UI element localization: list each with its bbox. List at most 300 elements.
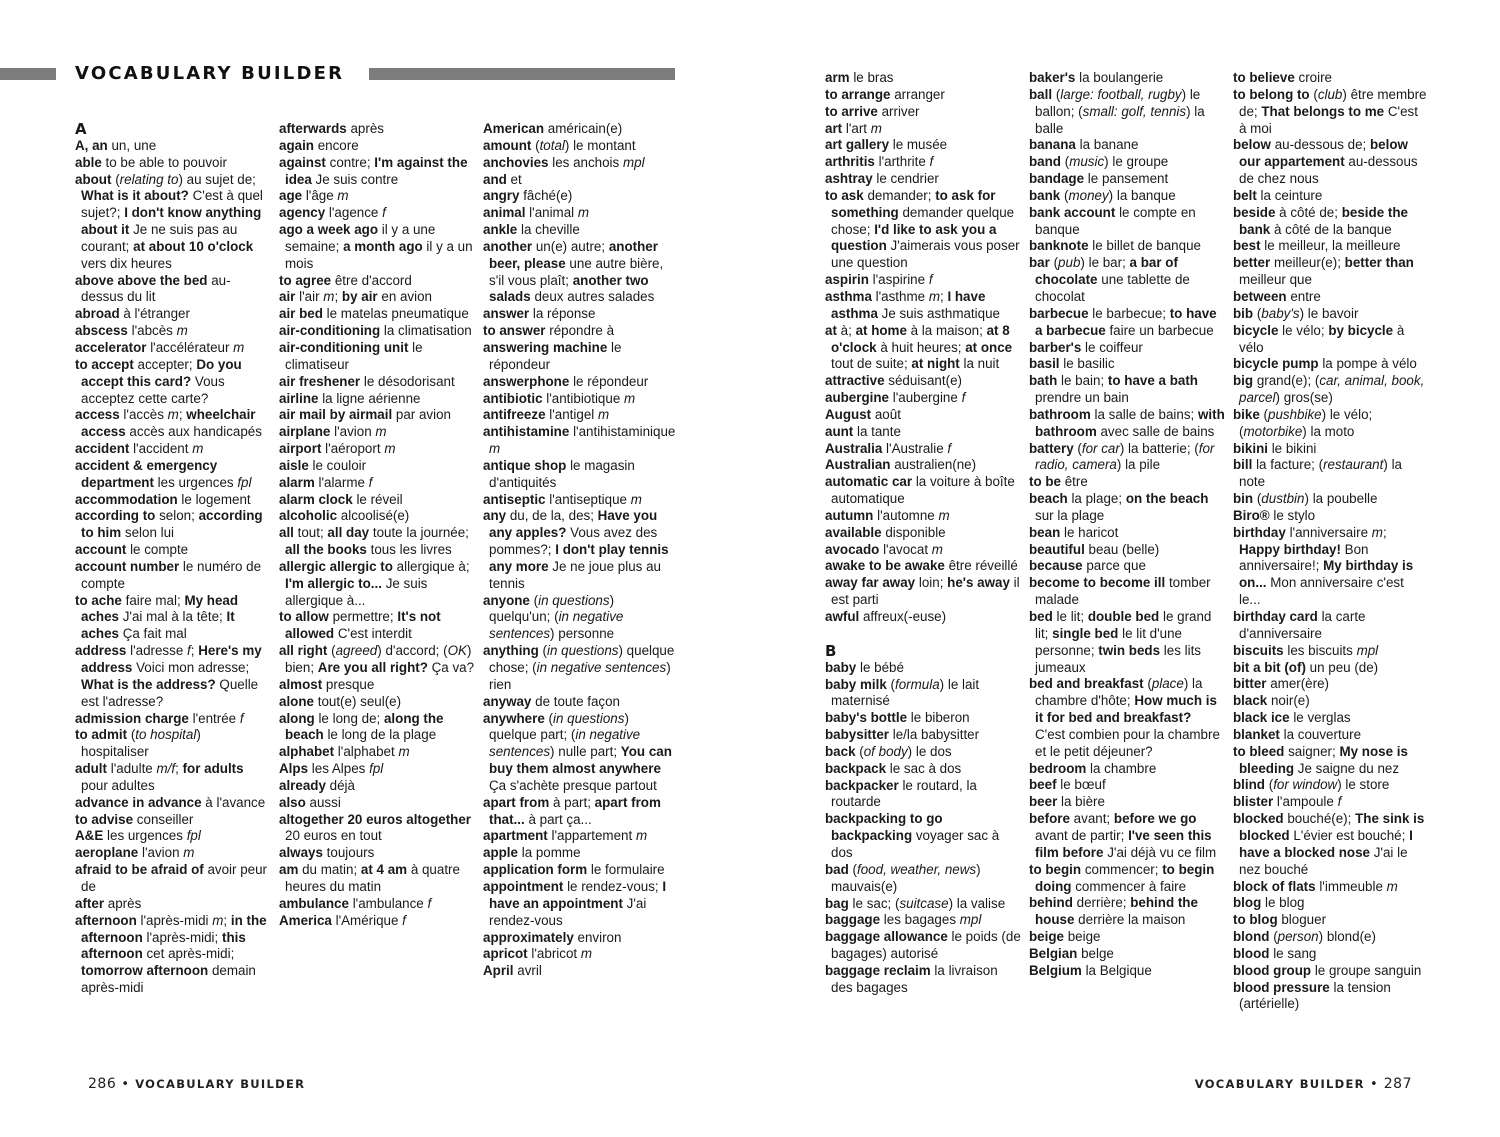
entry-headword: to answer	[483, 323, 546, 339]
entry-headword: bandage	[1029, 171, 1085, 187]
entry-translation: le bar;	[1088, 255, 1126, 271]
entry-translation: tous les livres	[370, 542, 452, 558]
entry-headword: I'd like to ask you a question	[831, 221, 997, 254]
entry-translation: bien;	[285, 660, 315, 675]
dictionary-entry	[279, 896, 475, 913]
entry-translation: conseiller	[136, 811, 194, 827]
entry-headword: arm	[825, 70, 850, 85]
entry-grammar: in questions	[538, 592, 610, 608]
entry-grammar: m	[384, 441, 396, 457]
entry-headword: airline	[279, 390, 319, 406]
entry-headword: another	[483, 238, 533, 254]
dictionary-entry	[1233, 238, 1429, 255]
entry-translation: affreux(-euse)	[862, 609, 947, 624]
entry-headword: accelerator	[75, 339, 147, 355]
entry-translation: l'adresse	[130, 643, 184, 659]
dictionary-entry	[825, 744, 1021, 761]
dictionary-entry	[1029, 407, 1225, 441]
entry-grammar: pub	[1058, 255, 1081, 271]
entry-headword: aunt	[825, 423, 854, 439]
entry-translation: le compte	[130, 542, 189, 558]
entry-grammar: OK	[447, 643, 467, 659]
entry-grammar: m	[167, 407, 179, 423]
entry-headword: apartment	[483, 828, 548, 844]
entry-translation: quelque chose; (	[489, 643, 675, 675]
entry-headword: anyone	[483, 592, 530, 608]
dictionary-entry	[483, 711, 679, 795]
entry-translation: C'est combien pour la chambre et le petit déjeuner?	[1035, 726, 1220, 759]
dictionary-entry	[1029, 895, 1225, 929]
entry-headword: aspirin	[825, 272, 869, 288]
entry-translation: le ballon; (	[1035, 86, 1201, 119]
entry-headword: Alps	[279, 761, 309, 777]
entry-headword: baggage	[825, 912, 881, 928]
dictionary-entry	[1233, 491, 1429, 508]
entry-headword: to belong to	[1233, 86, 1310, 102]
entry-translation: demander quelque chose;	[831, 204, 1015, 237]
entry-headword: to become ill	[1083, 575, 1166, 591]
entry-translation: voyager sac à dos	[831, 828, 1000, 860]
dictionary-entry	[1029, 154, 1225, 171]
entry-headword: to be awake	[868, 558, 945, 574]
entry-headword: to believe	[1233, 70, 1295, 85]
entry-headword: banana	[1029, 137, 1076, 153]
entry-headword: to have a bath	[1107, 373, 1198, 389]
dictionary-entry	[483, 795, 679, 829]
entry-headword: birthday	[1233, 524, 1286, 540]
entry-translation: l'immeuble	[1319, 878, 1383, 894]
entry-translation: )	[1318, 929, 1324, 945]
entry-headword: bike	[1233, 406, 1260, 422]
entry-headword: behind	[1029, 895, 1073, 911]
entry-grammar: m	[928, 288, 940, 304]
entry-headword: below our appartement	[1239, 137, 1408, 170]
entry-headword: bedroom	[1029, 760, 1087, 776]
entry-translation: )	[1342, 86, 1347, 102]
entry-translation: ;	[175, 761, 179, 777]
entry-grammar: m	[597, 407, 610, 423]
dictionary-entry	[1029, 929, 1225, 946]
entry-headword: A&E	[75, 828, 104, 844]
entry-translation: meilleur(e);	[1273, 255, 1341, 271]
entry-headword: behind the house	[1035, 895, 1198, 928]
dictionary-entry	[279, 761, 475, 778]
entry-headword: at	[825, 322, 837, 338]
entry-translation: l'accident	[133, 441, 189, 457]
entry-translation: Ça s'achète presque partout	[489, 777, 657, 793]
dictionary-entry	[1233, 660, 1429, 677]
dictionary-entry	[279, 323, 475, 340]
entry-headword: accident & emergency department	[75, 457, 218, 490]
entry-headword: to arrive	[825, 103, 878, 119]
entry-translation: il y a une semaine;	[285, 222, 436, 254]
dictionary-entry	[483, 845, 679, 862]
entry-headword: anywhere	[483, 710, 545, 726]
entry-translation: )	[550, 744, 555, 760]
dictionary-entry	[483, 222, 679, 239]
entry-headword: for adults	[182, 761, 244, 777]
entry-grammar: m	[624, 390, 636, 406]
entry-translation: une autre bière, s'il vous plaît;	[489, 255, 664, 288]
entry-translation: l'animal	[529, 205, 575, 221]
entry-headword: 20 euros altogether	[347, 811, 471, 827]
dictionary-entry	[75, 862, 271, 896]
dictionary-entry	[279, 778, 475, 795]
entry-grammar: m	[630, 491, 642, 507]
entry-headword: because	[1029, 558, 1083, 574]
dictionary-entry	[279, 222, 475, 273]
dictionary-entry	[1029, 441, 1225, 475]
dictionary-entry	[279, 407, 475, 424]
entry-headword: I'm allergic to...	[285, 575, 382, 591]
dictionary-entry	[75, 812, 271, 829]
entry-headword: allergic to	[329, 558, 393, 574]
entry-grammar: for window	[1273, 777, 1338, 793]
entry-translation: le vélo; (	[1239, 406, 1373, 439]
entry-translation: (	[1055, 86, 1061, 102]
entry-translation: beau (belle)	[1088, 541, 1160, 557]
entry-translation: toujours	[326, 845, 375, 861]
dictionary-entry	[825, 896, 1021, 913]
entry-headword: to bleed	[1233, 743, 1285, 759]
entry-headword: backpack	[825, 760, 887, 776]
entry-headword: at night	[911, 356, 960, 372]
entry-translation: à;	[840, 322, 852, 338]
dictionary-entry	[483, 188, 679, 205]
dictionary-entry	[279, 391, 475, 408]
entry-translation: (	[1263, 406, 1268, 422]
entry-translation: 20 euros en tout	[285, 828, 382, 844]
entry-translation: accès aux handicapés	[129, 424, 262, 440]
dictionary-entry	[279, 273, 475, 290]
entry-translation: )	[939, 676, 945, 692]
dictionary-entry	[1029, 525, 1225, 542]
dictionary-entry	[75, 441, 271, 458]
dictionary-entry	[825, 525, 1021, 542]
entry-translation: le stylo	[1273, 507, 1316, 523]
page-number-right: 287	[1383, 1076, 1412, 1092]
entry-translation: la ceinture	[1260, 187, 1323, 203]
entry-translation: le groupe	[1112, 154, 1169, 170]
entry-headword: at home	[855, 322, 907, 338]
dictionary-entry	[1233, 693, 1429, 710]
entry-translation: (	[852, 861, 858, 877]
entry-grammar: f	[402, 912, 406, 928]
entry-headword: I'm against the idea	[285, 154, 468, 187]
entry-translation: après	[350, 121, 384, 136]
entry-translation: le sac à dos	[889, 760, 962, 776]
entry-translation: il est parti	[831, 575, 1020, 608]
entry-headword: agency	[279, 205, 326, 221]
entry-headword: How much is it for bed and breakfast?	[1035, 693, 1217, 726]
entry-headword: a bit (of)	[1253, 659, 1306, 675]
entry-headword: bin	[1233, 491, 1254, 507]
dictionary-entry	[279, 458, 475, 475]
entry-headword: by airmail	[329, 407, 393, 423]
dictionary-entry	[483, 930, 679, 947]
entry-translation: le coiffeur	[1085, 339, 1143, 355]
entry-translation: à la maison;	[910, 322, 983, 338]
dictionary-entry	[1029, 255, 1225, 306]
entry-translation: l'après-midi	[140, 912, 209, 928]
dictionary-entry	[1029, 205, 1225, 239]
entry-translation: une tablette de chocolat	[1035, 272, 1190, 304]
dictionary-entry	[825, 508, 1021, 525]
entry-translation: l'aéroport	[325, 441, 381, 457]
entry-headword: blood group	[1233, 962, 1312, 978]
entry-translation: ;	[939, 288, 944, 304]
entry-translation: par avion	[395, 407, 451, 423]
entry-grammar: dustbin	[1261, 491, 1305, 507]
entry-translation: Je saigne du nez	[1297, 760, 1400, 776]
entry-translation: (	[1147, 676, 1152, 692]
entry-translation: août	[874, 406, 901, 422]
entry-headword: after	[75, 895, 105, 911]
entry-translation: demander;	[867, 187, 932, 203]
entry-translation: au sujet de;	[186, 171, 256, 187]
entry-translation: (	[533, 592, 539, 608]
entry-headword: beige	[1029, 929, 1064, 945]
entry-translation: les bagages	[883, 912, 957, 928]
entry-grammar: f	[1337, 794, 1342, 810]
entry-translation: le réveil	[356, 491, 403, 507]
entry-headword: backpacker	[825, 777, 899, 793]
entry-translation: Je suis allergique à...	[285, 575, 428, 608]
entry-translation: le lit;	[1056, 609, 1085, 624]
entry-headword: about	[75, 171, 112, 187]
entry-translation: Quelle est l'adresse?	[81, 676, 259, 709]
entry-headword: The sink is blocked	[1239, 811, 1425, 843]
dictionary-entry	[483, 963, 679, 980]
entry-headword: wheelchair access	[81, 407, 256, 440]
entry-translation: arriver	[881, 103, 920, 119]
entry-headword: baby's bottle	[825, 710, 908, 726]
dictionary-entry	[1233, 306, 1429, 323]
entry-translation: )	[907, 743, 913, 759]
entry-translation: )	[618, 643, 623, 659]
entry-translation: l'après-midi;	[146, 929, 219, 945]
dictionary-entry	[483, 407, 679, 424]
entry-headword: bath	[1029, 373, 1058, 389]
entry-headword: to advise	[75, 811, 134, 827]
entry-headword: almost	[279, 676, 323, 692]
entry-translation: noir(e)	[1270, 693, 1310, 709]
entry-headword: bank	[1029, 187, 1061, 203]
dictionary-entry	[279, 795, 475, 812]
entry-translation: )	[1299, 305, 1305, 321]
dictionary-entry	[1029, 238, 1225, 255]
entry-translation: )	[1304, 491, 1309, 507]
dictionary-column-4	[825, 70, 1021, 997]
entry-headword: in the afternoon	[81, 912, 267, 945]
dictionary-entry	[1029, 794, 1225, 811]
entry-translation: selon;	[159, 508, 195, 524]
entry-translation: (	[859, 743, 864, 759]
entry-headword: America	[279, 912, 332, 928]
entry-translation: J'ai mal à la tête;	[122, 609, 223, 625]
entry-grammar: f	[239, 710, 244, 726]
entry-headword: I don't know anything about it	[81, 205, 262, 238]
entry-translation: )	[1321, 406, 1327, 422]
entry-headword: black	[1233, 693, 1268, 709]
entry-headword: ankle	[483, 222, 518, 238]
entry-translation: d'accord; (	[385, 643, 448, 659]
entry-grammar: m	[337, 188, 349, 204]
dictionary-entry	[279, 424, 475, 441]
entry-translation: le magasin d'antiquités	[489, 457, 635, 490]
dictionary-entry	[483, 508, 679, 592]
entry-translation: J'ai déjà vu ce film	[1107, 844, 1217, 860]
entry-translation: )	[1183, 676, 1189, 692]
entry-headword: Australia	[825, 440, 883, 456]
entry-headword: far away	[861, 575, 916, 591]
entry-headword: all day	[327, 525, 370, 541]
entry-translation: l'appartement	[551, 828, 633, 844]
entry-translation: l'antihistaminique	[573, 424, 676, 440]
entry-translation: )	[609, 592, 615, 608]
dictionary-entry	[279, 913, 475, 930]
dictionary-entry	[1233, 457, 1429, 491]
entry-headword: I have asthma	[831, 288, 986, 321]
entry-translation: )	[1383, 457, 1388, 473]
dictionary-entry	[1233, 609, 1429, 643]
dictionary-entry	[1233, 879, 1429, 896]
entry-headword: afterwards	[279, 121, 347, 136]
entry-translation: Je ne joue plus au tennis	[489, 558, 661, 591]
entry-headword: alarm clock	[279, 491, 353, 507]
entry-translation: )	[1104, 154, 1109, 170]
entry-headword: ago	[279, 222, 303, 238]
entry-headword: ashtray	[825, 171, 873, 187]
entry-headword: blood	[1233, 945, 1270, 961]
entry-grammar: m	[1386, 878, 1398, 894]
dictionary-entry	[825, 710, 1021, 727]
entry-translation: la cheville	[520, 222, 580, 238]
entry-headword: beach	[1029, 491, 1068, 507]
dictionary-column-2	[279, 121, 475, 930]
entry-headword: basil	[1029, 356, 1060, 372]
entry-translation: l'abricot	[531, 946, 578, 962]
dictionary-entry	[1233, 137, 1429, 188]
entry-translation: le/la babysitter	[892, 727, 980, 743]
dictionary-entry	[483, 828, 679, 845]
entry-headword: beef	[1029, 777, 1057, 793]
entry-translation: l'antigel	[549, 407, 595, 423]
entry-grammar: pushbike	[1268, 406, 1322, 422]
dictionary-entry	[75, 896, 271, 913]
entry-grammar: food, weather, news	[857, 861, 977, 877]
entry-headword: account	[75, 542, 127, 558]
entry-translation: toute la journée;	[372, 525, 469, 541]
dictionary-entry	[279, 559, 475, 610]
entry-translation: la salle de bains;	[1094, 406, 1195, 422]
entry-headword: am	[279, 862, 299, 878]
dictionary-entry	[75, 340, 271, 357]
dictionary-entry	[1233, 323, 1429, 357]
entry-translation: )	[1116, 457, 1122, 473]
entry-grammar: m	[176, 323, 188, 339]
dictionary-entry	[1233, 744, 1429, 778]
entry-translation: la pompe à vélo	[1322, 356, 1417, 372]
entry-headword: attractive	[825, 373, 885, 389]
dictionary-entry	[1029, 609, 1225, 676]
entry-translation: le billet de banque	[1092, 238, 1201, 254]
dictionary-entry	[75, 711, 271, 728]
entry-grammar: m	[489, 441, 501, 457]
dictionary-entry	[825, 929, 1021, 963]
entry-headword: bean	[1029, 524, 1061, 540]
dictionary-entry	[1233, 255, 1429, 289]
entry-grammar: m	[635, 828, 648, 844]
entry-headword: antihistamine	[483, 424, 570, 440]
entry-translation: à huit heures;	[880, 339, 962, 355]
entry-headword: a week ago	[306, 222, 378, 238]
entry-headword: according to	[75, 508, 156, 524]
entry-translation: avril	[517, 963, 542, 979]
entry-translation: déjà	[329, 777, 355, 793]
dictionary-entry	[483, 946, 679, 963]
dictionary-entry	[825, 677, 1021, 711]
entry-headword: avocado	[825, 541, 880, 557]
entry-headword: admission charge	[75, 710, 189, 726]
dictionary-entry	[1029, 306, 1225, 340]
entry-headword: American	[483, 121, 545, 136]
entry-translation: l'accès	[123, 407, 164, 423]
entry-headword: air-conditioning unit	[279, 339, 409, 355]
entry-headword: automatic car	[825, 474, 913, 490]
entry-headword: blond	[1233, 929, 1270, 945]
entry-translation: )	[1337, 777, 1342, 793]
entry-grammar: m	[183, 845, 195, 861]
entry-translation: )	[550, 626, 555, 642]
entry-headword: single bed	[1052, 625, 1119, 641]
entry-headword: at about 10 o'clock	[133, 238, 254, 254]
entry-translation: parce que	[1086, 558, 1146, 574]
entry-translation: l'anniversaire	[1289, 524, 1369, 540]
entry-translation: les lits jumeaux	[1035, 642, 1201, 675]
entry-translation: à quatre heures du matin	[285, 862, 460, 894]
entry-translation: le bain;	[1061, 373, 1105, 389]
entry-headword: My birthday is on...	[1239, 558, 1414, 591]
entry-translation: avant de partir;	[1035, 827, 1125, 843]
entry-headword: arthritis	[825, 154, 875, 170]
entry-headword: backpacking	[825, 811, 907, 827]
dictionary-entry	[825, 289, 1021, 323]
entry-translation: personne	[558, 626, 615, 642]
entry-translation: à côté de;	[1279, 204, 1338, 220]
entry-translation: arranger	[894, 86, 945, 102]
dictionary-entry	[483, 306, 679, 323]
entry-headword: to begin doing	[1035, 861, 1215, 894]
entry-grammar: m	[870, 120, 882, 136]
letter-heading: A	[75, 120, 87, 138]
entry-grammar: total	[539, 137, 565, 153]
dictionary-entry	[75, 357, 271, 408]
entry-translation: (	[1064, 187, 1069, 203]
entry-translation: (	[1268, 777, 1274, 793]
entry-headword: answering machine	[483, 339, 608, 355]
entry-translation: C'est à quel sujet?;	[81, 188, 263, 221]
dictionary-entry	[1233, 373, 1429, 407]
entry-translation: C'est à moi	[1239, 103, 1418, 136]
entry-headword: always	[279, 845, 323, 861]
entry-translation: le numéro de compte	[81, 558, 262, 591]
entry-headword: art	[825, 120, 843, 136]
entry-headword: twin beds	[1098, 642, 1161, 658]
entry-translation: Voici mon adresse;	[136, 660, 250, 675]
entry-translation: C'est interdit	[337, 626, 412, 642]
entry-grammar: m	[938, 507, 950, 523]
